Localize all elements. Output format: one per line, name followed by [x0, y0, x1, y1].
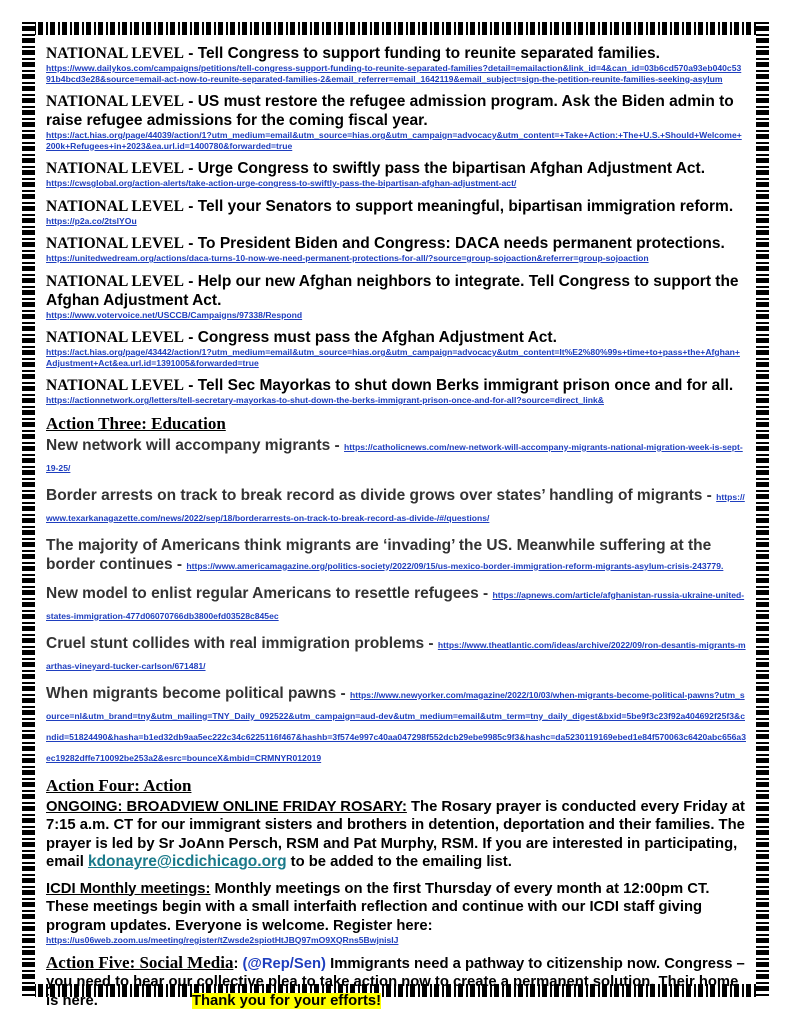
national-action-title: [46, 44, 746, 63]
national-level-label: NATIONAL LEVEL: [46, 197, 184, 215]
national-action-link[interactable]: https://unitedwedream.org/actions/daca-turns-10-now-we-need-permanent-protections-for-all/?source=group-sojoaction&referrer=group-sojoaction: [46, 253, 649, 263]
national-actions: [46, 44, 746, 406]
section-heading-action: Action Four: Action: [46, 775, 192, 795]
education-separator: -: [336, 684, 351, 702]
rosary-tail: to be added to the emailing list.: [286, 854, 512, 870]
national-level-label: NATIONAL LEVEL: [46, 272, 184, 290]
newsletter-content: [46, 44, 746, 1018]
national-action-link[interactable]: https://www.votervoice.net/USCCB/Campaigns/97338/Respond: [46, 309, 303, 320]
education-title-text: Cruel stunt collides with real immigration problems: [46, 634, 425, 652]
education-item-title: [46, 436, 746, 478]
national-level-label: NATIONAL LEVEL: [46, 235, 184, 252]
education-title-text: New network will accompany migrants: [46, 436, 331, 454]
national-action-text: - US must restore the refugee admission program. Ask the Biden admin to raise refugee admissions for the coming fiscal year.: [46, 93, 734, 129]
national-action-item: [46, 44, 746, 84]
national-action-link[interactable]: https://act.hias.org/page/44039/action/1?utm_medium=email&utm_source=hias.org&utm_campaign=advocacy&utm_content=+Take+Action:+The+U.S.+Should+Welcome+200k+Refugees+in+2023&ea.url.id=1400780&forwarded=true: [46, 130, 742, 151]
education-item: [46, 684, 746, 768]
social-text: Immigrants need a pathway to citizenship now. Congress – you need to hear our collective plea to take action now to create a permanent solution. Their home is here.: [46, 955, 745, 1009]
rosary-paragraph: [46, 798, 746, 872]
education-title-text: New model to enlist regular Americans to resettle refugees: [46, 584, 479, 602]
education-item: [46, 486, 746, 528]
education-item: [46, 584, 746, 626]
education-article-link[interactable]: https://catholicnews.com/new-network-will-accompany-migrants-national-migration-week-is-sept-19-25/: [46, 441, 743, 473]
section-heading-social: Action Five: Social Media: [46, 952, 234, 972]
education-article-link[interactable]: https://www.texarkanagazette.com/news/2022/sep/18/borderarrests-on-track-to-break-record-as-divide-/#/questions/: [46, 491, 745, 523]
social-paragraph: [46, 954, 746, 1011]
icdi-register-link[interactable]: https://us06web.zoom.us/meeting/register/tZwsde2spiotHtJBQ97mO9XQRns5BwjnisIJ: [46, 935, 399, 945]
education-article-link[interactable]: https://apnews.com/article/afghanistan-russia-ukraine-united-states-immigration-477d06070766db3800efd03528c845ec: [46, 589, 745, 621]
education-title-text: Border arrests on track to break record as divide grows over states’ handling of migrants: [46, 486, 703, 504]
border-right: [756, 22, 769, 997]
education-item: [46, 436, 746, 478]
education-article-link[interactable]: https://www.newyorker.com/magazine/2022/10/03/when-migrants-become-political-pawns?utm_source=nl&utm_brand=tny&utm_mailing=TNY_Daily_092522&utm_campaign=aud-dev&utm_medium=email&utm_term=tny_daily_digest&bxid=5be9f3c23f92a404692f25f3&cndid=51824490&hasha=b1ed32db9aa5ec222c34c6225116f467&hashb=3f574e997c40aa047298f552dcb29ebe9985c9f3&hashc=da5230119169ebed1e84f570063c6420abc656a3ec19282dffe710092be253a2&esrc=bounceX&mbid=CRMNYR012019: [46, 689, 746, 763]
national-action-title: [46, 197, 746, 216]
education-separator: -: [172, 555, 187, 573]
national-action-title: [46, 328, 746, 347]
national-action-item: [46, 376, 746, 406]
national-action-item: [46, 272, 746, 321]
thanks-highlight: Thank you for your efforts!: [191, 992, 382, 1009]
social-handle: (@Rep/Sen): [242, 955, 326, 972]
education-separator: -: [702, 486, 717, 504]
national-action-text: - Tell Sec Mayorkas to shut down Berks immigrant prison once and for all.: [183, 377, 734, 394]
rosary-label: ONGOING: BROADVIEW ONLINE FRIDAY ROSARY:: [46, 798, 407, 815]
education-item: [46, 536, 746, 576]
education-title-text: When migrants become political pawns: [46, 684, 337, 702]
education-article-link[interactable]: https://www.americamagazine.org/politics-society/2022/09/15/us-mexico-border-immigration-reform-migrants-asylum-crisis-243779.: [186, 560, 724, 571]
national-action-text: - Help our new Afghan neighbors to integrate. Tell Congress to support the Afghan Adjustment Act.: [46, 272, 739, 309]
national-action-text: - To President Biden and Congress: DACA needs permanent protections.: [183, 235, 725, 252]
national-level-label: NATIONAL LEVEL: [46, 160, 184, 177]
education-item-title: [46, 684, 746, 768]
national-action-text: - Tell Congress to support funding to reunite separated families.: [183, 45, 660, 62]
national-level-label: NATIONAL LEVEL: [46, 329, 184, 346]
education-item-title: [46, 584, 746, 626]
social-colon: :: [233, 955, 243, 972]
national-action-item: [46, 159, 746, 189]
education-item-title: [46, 634, 746, 676]
national-action-title: [46, 234, 746, 253]
national-action-item: [46, 197, 746, 227]
national-action-title: [46, 272, 746, 310]
border-top: [22, 22, 769, 35]
rosary-text: The Rosary prayer is conducted every Friday at 7:15 a.m. CT for our immigrant sisters and brothers in detention, deportation and their families. The prayer is led by Sr JoAnn Persch, RSM and Pat Murphy, RSM. If you are interested in participating, email: [46, 798, 745, 870]
icdi-label: ICDI Monthly meetings:: [46, 880, 211, 897]
national-action-item: [46, 234, 746, 264]
national-action-title: [46, 92, 746, 130]
national-level-label: NATIONAL LEVEL: [46, 93, 184, 110]
national-action-link[interactable]: https://p2a.co/2tslYOu: [46, 215, 137, 226]
national-level-label: NATIONAL LEVEL: [46, 45, 184, 62]
rosary-email-link[interactable]: kdonayre@icdichicago.org: [87, 853, 287, 870]
education-item: [46, 634, 746, 676]
national-action-link[interactable]: https://actionnetwork.org/letters/tell-secretary-mayorkas-to-shut-down-the-berks-immigrant-prison-once-and-for-all?source=direct_link&: [46, 395, 604, 405]
national-action-link[interactable]: https://www.dailykos.com/campaigns/petitions/tell-congress-support-funding-to-reunite-separated-families?detail=emailaction&link_id=4&can_id=03b6cd570a93eb040c5391b4bcd3e28&source=email-act-now-to-reunite-separated-families-2&email_referrer=email_1642119&email_subject=sign-the-petition-reunite-families-seeking-asylum: [46, 63, 742, 84]
national-action-link[interactable]: https://act.hias.org/page/43442/action/1?utm_medium=email&utm_source=hias.org&utm_campaign=advocacy&utm_content=It%E2%80%99s+time+to+pass+the+Afghan+Adjustment+Act&ea.url.id=1391005&forwarded=true: [46, 347, 740, 368]
border-left: [22, 22, 35, 997]
icdi-paragraph: [46, 880, 746, 946]
education-title-text: The majority of Americans think migrants are ‘invading’ the US. Meanwhile suffering at the border continues: [46, 536, 712, 573]
education-separator: -: [478, 584, 493, 602]
education-separator: -: [424, 634, 438, 652]
education-list: [46, 436, 746, 768]
national-action-title: [46, 376, 746, 395]
national-action-title: [46, 159, 746, 178]
national-action-link[interactable]: https://cwsglobal.org/action-alerts/take-action-urge-congress-to-swiftly-pass-the-bipartisan-afghan-adjustment-act/: [46, 178, 517, 188]
national-action-item: [46, 328, 746, 368]
education-item-title: [46, 536, 746, 576]
education-item-title: [46, 486, 746, 528]
education-article-link[interactable]: https://www.theatlantic.com/ideas/archive/2022/09/ron-desantis-migrants-marthas-vineyard-tucker-carlson/671481/: [46, 639, 746, 671]
national-action-text: - Tell your Senators to support meaningful, bipartisan immigration reform.: [183, 197, 734, 215]
national-level-label: NATIONAL LEVEL: [46, 377, 184, 394]
national-action-text: - Urge Congress to swiftly pass the bipartisan Afghan Adjustment Act.: [183, 160, 706, 177]
education-separator: -: [330, 436, 345, 454]
national-action-text: - Congress must pass the Afghan Adjustment Act.: [183, 329, 557, 346]
icdi-text: Monthly meetings on the first Thursday of every month at 12:00pm CT. These meetings begin with a small interfaith reflection and continue with our ICDI staff giving program updates. Everyone is welcome. Register here:: [46, 880, 710, 934]
national-action-item: [46, 92, 746, 151]
section-heading-education: Action Three: Education: [46, 413, 226, 433]
